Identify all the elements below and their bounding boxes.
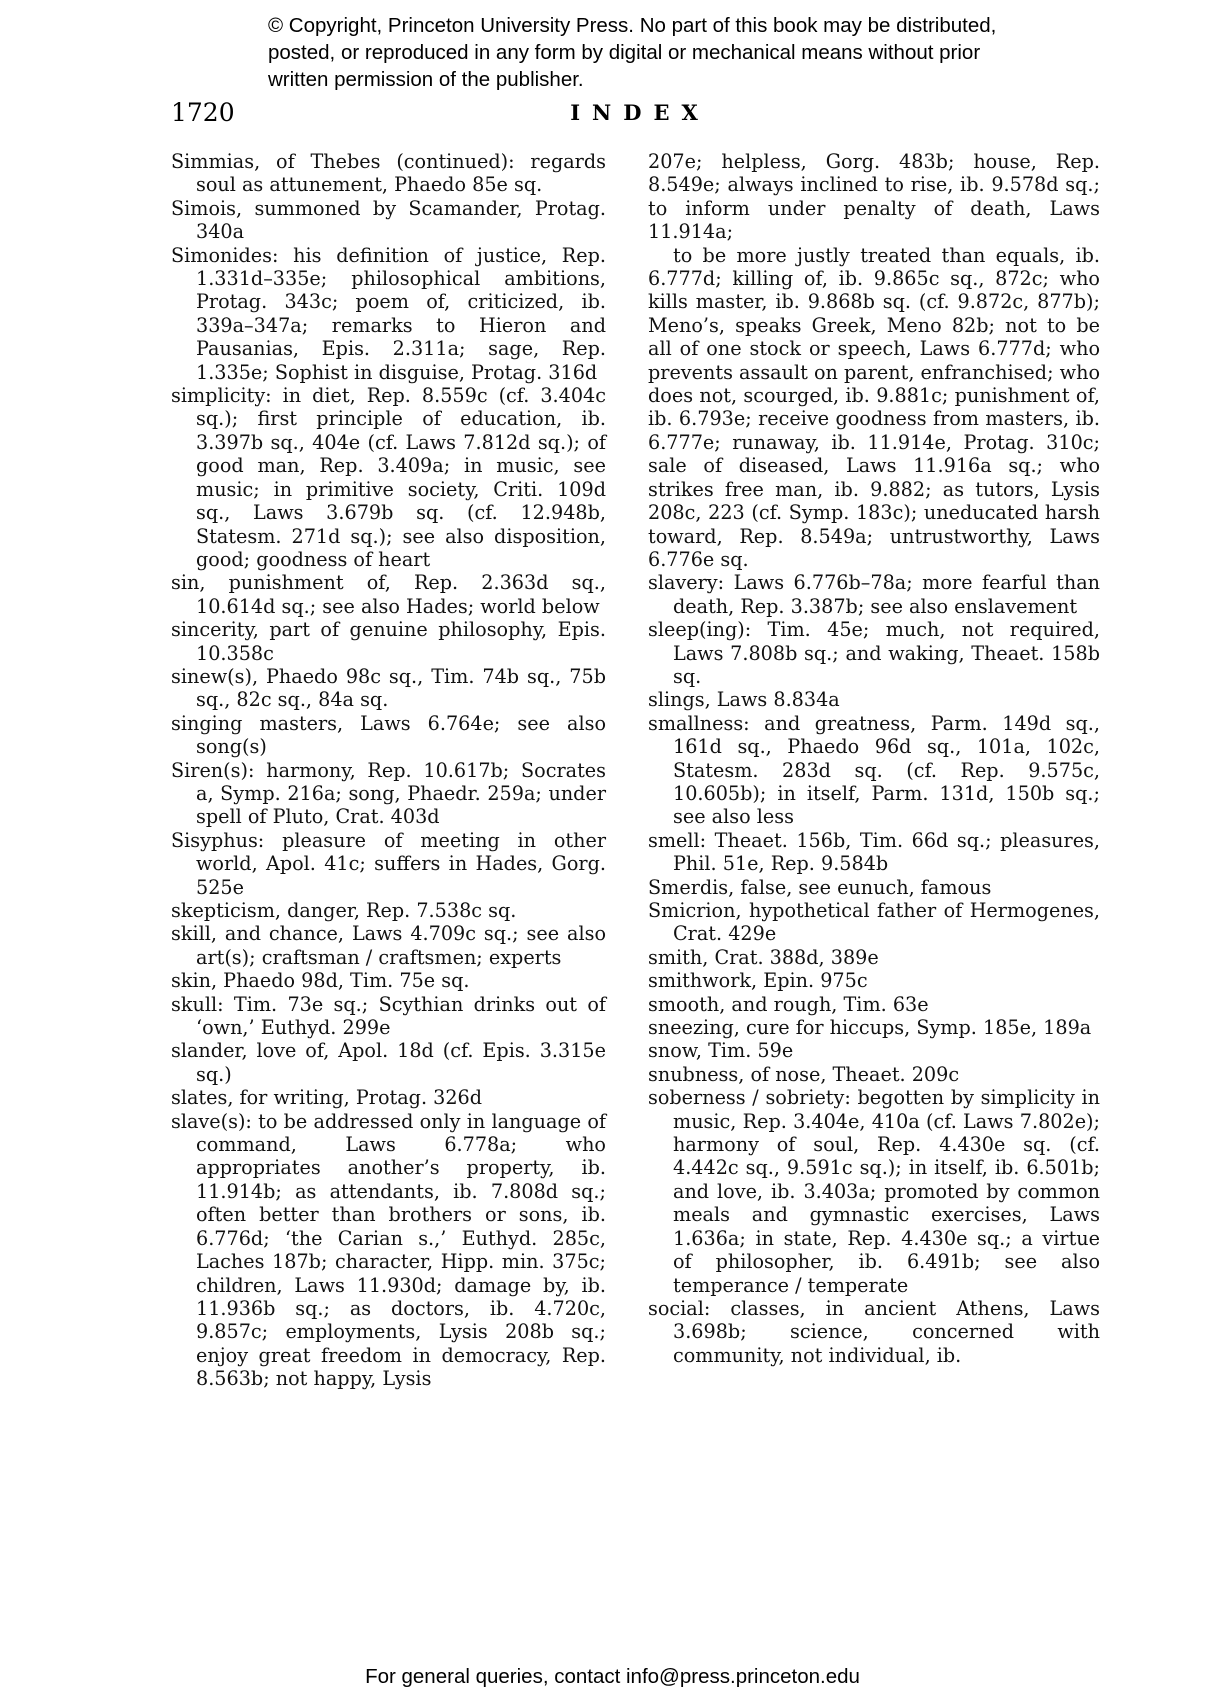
index-column-right bbox=[648, 150, 1100, 1367]
index-entry: simplicity: in diet, Rep. 8.559c (cf. 3.404c sq.); first principle of education, ib. 3.397b sq., 404e (cf. Laws 7.812d sq.); of good man, Rep. 3.409a; in music, see music; in primitive society, Criti. 109d sq., Laws 3.679b sq. (cf. 12.948b, Statesm. 271d sq.); see also disposition, good; goodness of heart bbox=[171, 384, 606, 571]
index-entry: skin, Phaedo 98d, Tim. 75e sq. bbox=[171, 969, 470, 993]
index-entry: Sisyphus: pleasure of meeting in other world, Apol. 41c; suffers in Hades, Gorg. 525e bbox=[171, 828, 606, 899]
index-entry: Smerdis, false, see eunuch, famous bbox=[648, 875, 992, 899]
index-entry: smell: Theaet. 156b, Tim. 66d sq.; pleasures, Phil. 51e, Rep. 9.584b bbox=[648, 828, 1100, 876]
index-entry: smithwork, Epin. 975c bbox=[648, 969, 868, 993]
index-entry: Siren(s): harmony, Rep. 10.617b; Socrates a, Symp. 216a; song, Phaedr. 259a; under spell of Pluto, Crat. 403d bbox=[171, 758, 606, 829]
index-entry: soberness / sobriety: begotten by simplicity in music, Rep. 3.404e, 410a (cf. Laws 7.802e); harmony of soul, Rep. 4.430e sq. (cf. 4.442c sq., 9.591c sq.); in itself, ib. 6.501b; and love, ib. 3.403a; promoted by common meals and gymnastic exercises, Laws 1.636a; in state, Rep. 4.430e sq.; a virtue of philosopher, ib. 6.491b; see also temperance / temperate bbox=[648, 1086, 1100, 1297]
index-entry: singing masters, Laws 6.764e; see also song(s) bbox=[171, 711, 606, 759]
index-entry: skull: Tim. 73e sq.; Scythian drinks out of ‘own,’ Euthyd. 299e bbox=[171, 992, 606, 1040]
index-column-left bbox=[171, 150, 606, 1391]
index-entry: slavery: Laws 6.776b–78a; more fearful than death, Rep. 3.387b; see also enslavement bbox=[648, 571, 1100, 618]
index-entry: skill, and chance, Laws 4.709c sq.; see also art(s); craftsman / craftsmen; experts bbox=[171, 922, 606, 969]
index-entry: sincerity, part of genuine philosophy, Epis. 10.358c bbox=[171, 618, 606, 665]
index-entry: sin, punishment of, Rep. 2.363d sq., 10.614d sq.; see also Hades; world below bbox=[171, 571, 606, 618]
copyright-notice: © Copyright, Princeton University Press. No part of this book may be distributed, posted, or reproduced in any form by digital or mechanical means without prior written permission of the publisher. bbox=[268, 14, 997, 91]
index-entry: Smicrion, hypothetical father of Hermogenes, Crat. 429e bbox=[648, 899, 1100, 946]
index-entry: sneezing, cure for hiccups, Symp. 185e, 189a bbox=[648, 1016, 1092, 1040]
index-entry: skepticism, danger, Rep. 7.538c sq. bbox=[171, 899, 517, 922]
index-entry: Simonides: his definition of justice, Rep. 1.331d–335e; philosophical ambitions, Protag. 343c; poem of, criticized, ib. 339a–347a; remarks to Hieron and Pausanias, Epis. 2.311a; sage, Rep. 1.335e; Sophist in disguise, Protag. 316d bbox=[171, 243, 606, 384]
index-entry: slave(s): to be addressed only in language of command, Laws 6.778a; who appropriates another’s property, ib. 11.914b; as attendants, ib. 7.808d sq.; often better than brothers or sons, ib. 6.776d; ‘the Carian s.,’ Euthyd. 285c, Laches 187b; character, Hipp. min. 375c; children, Laws 11.930d; damage by, ib. 11.936b sq.; as doctors, ib. 4.720c, 9.857c; employments, Lysis 208b sq.; enjoy great freedom in democracy, Rep. 8.563b; not happy, Lysis bbox=[171, 1109, 606, 1391]
index-entry-continuation: to be more justly treated than equals, ib. 6.777d; killing of, ib. 9.865c sq., 872c; who kills master, ib. 9.868b sq. (cf. 9.872c, 877b); Meno’s, speaks Greek, Meno 82b; not to be all of one stock or speech, Laws 6.777d; who prevents assault on parent, enfranchised; who does not, scourged, ib. 9.881c; punishment of, ib. 6.793e; receive goodness from masters, ib. 6.777e; runaway, ib. 11.914e, Protag. 310c; sale of diseased, Laws 11.916a sq.; who strikes free man, ib. 9.882; as tutors, Lysis 208c, 223 (cf. Symp. 183c); uneducated harsh toward, Rep. 8.549a; untrustworthy, Laws 6.776e sq. bbox=[648, 243, 1100, 571]
index-entry-continuation: 207e; helpless, Gorg. 483b; house, Rep. 8.549e; always inclined to rise, ib. 9.578d sq.; to inform under penalty of death, Laws 11.914a; bbox=[648, 150, 1100, 244]
index-entry: social: classes, in ancient Athens, Laws 3.698b; science, concerned with community, not individual, ib. bbox=[648, 1296, 1100, 1367]
index-entry: Simois, summoned by Scamander, Protag. 340a bbox=[171, 196, 606, 244]
index-entry: smooth, and rough, Tim. 63e bbox=[648, 992, 929, 1016]
footer-contact: For general queries, contact info@press.princeton.edu bbox=[365, 1665, 860, 1688]
index-entry: smith, Crat. 388d, 389e bbox=[648, 945, 879, 969]
index-entry: Simmias, of Thebes (continued): regards soul as attunement, Phaedo 85e sq. bbox=[171, 150, 606, 197]
index-entry: smallness: and greatness, Parm. 149d sq., 161d sq., Phaedo 96d sq., 101a, 102c, Statesm. 283d sq. (cf. Rep. 9.575c, 10.605b); in itself, Parm. 131d, 150b sq.; see also less bbox=[648, 711, 1100, 829]
index-entry: slings, Laws 8.834a bbox=[648, 688, 840, 712]
index-entry: snubness, of nose, Theaet. 209c bbox=[648, 1062, 960, 1086]
index-entry: snow, Tim. 59e bbox=[648, 1039, 794, 1063]
running-head: INDEX bbox=[570, 100, 710, 125]
page-number: 1720 bbox=[171, 98, 235, 127]
index-entry: sinew(s), Phaedo 98c sq., Tim. 74b sq., 75b sq., 82c sq., 84a sq. bbox=[171, 664, 606, 712]
index-entry: sleep(ing): Tim. 45e; much, not required, Laws 7.808b sq.; and waking, Theaet. 158b sq. bbox=[648, 618, 1100, 688]
index-entry: slander, love of, Apol. 18d (cf. Epis. 3.315e sq.) bbox=[171, 1039, 606, 1086]
index-entry: slates, for writing, Protag. 326d bbox=[171, 1086, 483, 1110]
